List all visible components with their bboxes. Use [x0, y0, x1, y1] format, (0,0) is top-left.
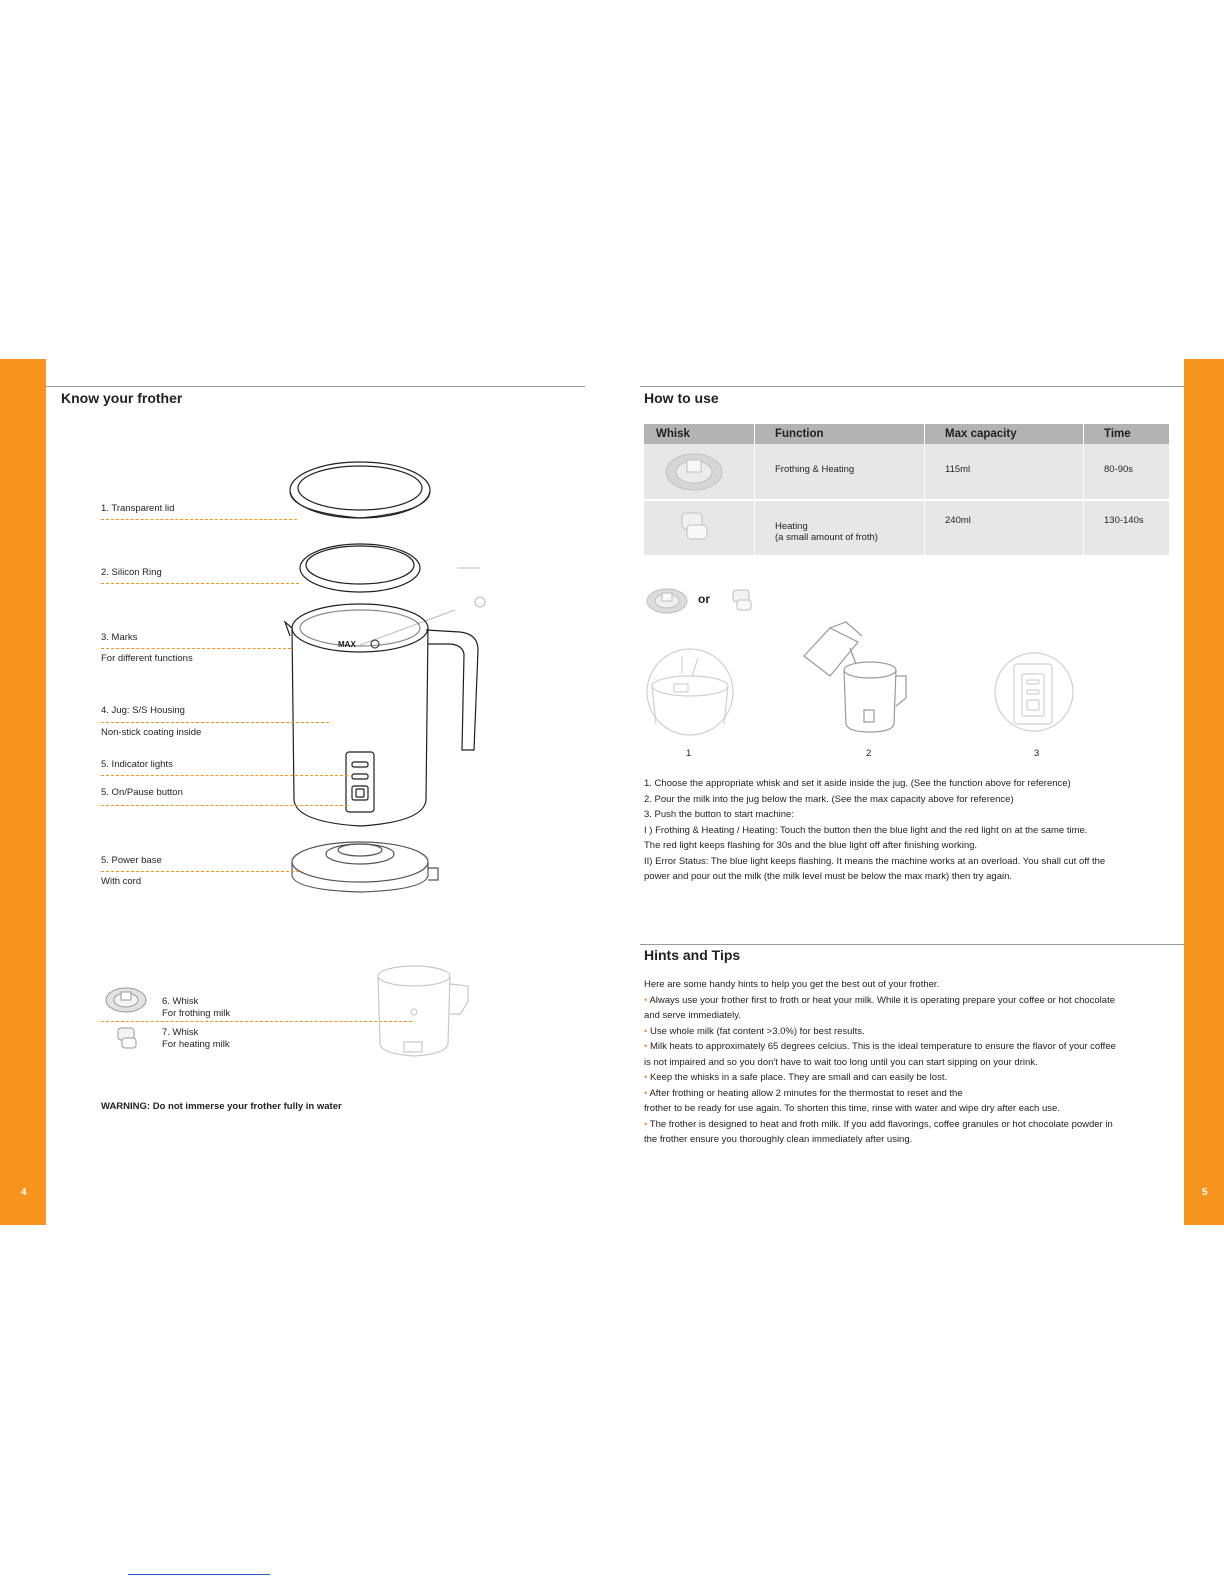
- footer-link-rule: [128, 1574, 270, 1575]
- frothing-whisk-icon: [645, 586, 689, 616]
- instruction-line: 3. Push the button to start machine:: [644, 809, 794, 820]
- whisk-divider: [101, 1021, 412, 1022]
- hints-block: [644, 977, 1169, 1148]
- page-number-left: 4: [21, 1187, 27, 1198]
- hint-line: [644, 1101, 1169, 1117]
- heating-whisk-icon: [678, 507, 712, 547]
- part-label-indicator-lights: 5. Indicator lights: [101, 759, 173, 770]
- bullet-icon: •: [644, 1118, 648, 1130]
- bullet-icon: •: [644, 1087, 648, 1099]
- step-3-illustration: [992, 650, 1082, 740]
- how-to-use-table: [644, 424, 1169, 555]
- hint-line: [644, 1086, 1169, 1102]
- part-sub-marks: For different functions: [101, 653, 193, 664]
- step-number-3: 3: [1034, 748, 1040, 759]
- left-top-rule: [46, 386, 585, 387]
- instruction-line: power and pour out the milk (the milk level must be below the max mark) then try again.: [644, 871, 1013, 882]
- whisk-7-sub: For heating milk: [162, 1039, 230, 1050]
- table-header-capacity: Max capacity: [925, 424, 1084, 444]
- hint-text: and serve immediately.: [644, 1010, 741, 1021]
- hint-line: [644, 993, 1169, 1009]
- table-cell-function: Frothing & Heating: [755, 444, 925, 500]
- hints-intro: Here are some handy hints to help you get the best out of your frother.: [644, 979, 940, 990]
- hint-line: [644, 1132, 1169, 1148]
- page-number-right: 5: [1202, 1187, 1208, 1198]
- part-label-power-base: 5. Power base: [101, 855, 162, 866]
- warning-text: WARNING: Do not immerse your frother fully in water: [101, 1101, 342, 1112]
- bullet-icon: •: [644, 1025, 648, 1037]
- table-header-row: [644, 424, 1169, 444]
- hint-text: Keep the whisks in a safe place. They are small and can easily be lost.: [649, 1072, 948, 1083]
- part-sub-jug: Non-stick coating inside: [101, 727, 202, 738]
- table-row: [644, 444, 1169, 500]
- jug-faint-illustration: [372, 962, 482, 1062]
- silicon-ring-illustration: [300, 544, 420, 592]
- frothing-whisk-icon: [103, 984, 149, 1016]
- instruction-line: 2. Pour the milk into the jug below the mark. (See the max capacity above for reference): [644, 793, 1014, 805]
- max-mark-text: MAX: [338, 640, 356, 649]
- hint-text: Use whole milk (fat content >3.0%) for best results.: [649, 1025, 865, 1037]
- hint-line: [644, 1039, 1169, 1055]
- hint-text: Always use your frother first to froth or heat your milk. While it is operating prepare your coffee or hot chocolate: [649, 994, 1115, 1006]
- instruction-line: 1. Choose the appropriate whisk and set it aside inside the jug. (See the function above for reference): [644, 778, 1071, 789]
- table-cell-whisk: [644, 500, 755, 555]
- hint-text: is not impaired and so you don't have to wait too long until you can start sipping on your drink.: [644, 1056, 1038, 1068]
- instruction-line: The red light keeps flashing for 30s and the blue light off after finishing working.: [644, 840, 978, 851]
- table-cell-function-text: Heating: [775, 521, 808, 532]
- section-title-hints-and-tips: Hints and Tips: [644, 947, 741, 963]
- section-title-how-to-use: How to use: [644, 390, 719, 406]
- leader-lid: [101, 519, 297, 520]
- table-cell-function: [755, 500, 925, 555]
- step-number-2: 2: [866, 748, 872, 759]
- hint-text: Milk heats to approximately 65 degrees celcius. This is the ideal temperature to ensure the flavor of your coffee: [649, 1041, 1116, 1052]
- part-label-jug: 4. Jug: S/S Housing: [101, 705, 185, 716]
- step-1-illustration: [642, 646, 742, 742]
- section-title-know-your-frother: Know your frother: [61, 390, 183, 406]
- table-row: [644, 500, 1169, 555]
- hint-text: After frothing or heating allow 2 minutes for the thermostat to reset and the: [649, 1087, 963, 1099]
- step-number-1: 1: [686, 748, 692, 759]
- leader-silicon-ring: [101, 583, 299, 584]
- lid-illustration: [290, 462, 430, 518]
- table-header-time: Time: [1084, 424, 1170, 444]
- instructions-block: [644, 776, 1169, 885]
- bullet-icon: •: [644, 1072, 648, 1083]
- leader-power-base: [101, 871, 299, 872]
- part-sub-power-base: With cord: [101, 876, 142, 887]
- hint-text: The frother is designed to heat and froth milk. If you add flavorings, coffee granules or hot chocolate powder in: [649, 1118, 1113, 1130]
- whisk-6-sub: For frothing milk: [162, 1008, 231, 1019]
- hints-top-rule: [640, 944, 1184, 945]
- part-label-lid: 1. Transparent lid: [101, 503, 175, 514]
- or-label: or: [698, 592, 710, 606]
- part-label-silicon-ring: 2. Silicon Ring: [101, 567, 162, 578]
- table-cell-time: 130-140s: [1084, 500, 1170, 555]
- bullet-icon: •: [644, 1041, 648, 1052]
- whisk-6-label: 6. Whisk: [162, 996, 199, 1007]
- table-header-function: Function: [755, 424, 925, 444]
- table-cell-function-sub: (a small amount of froth): [775, 532, 878, 543]
- instruction-line: II) Error Status: The blue light keeps flashing. It means the machine works at an overload. You shall cut off the: [644, 855, 1106, 867]
- leader-on-pause-button: [101, 805, 348, 806]
- hint-line: [644, 1008, 1169, 1024]
- heating-whisk-icon: [112, 1023, 142, 1053]
- table-cell-whisk: [644, 444, 755, 500]
- hint-text: frother to be ready for use again. To shorten this time, rinse with water and wipe dry after each use.: [644, 1103, 1060, 1114]
- hint-text: the frother ensure you thoroughly clean immediately after using.: [644, 1134, 913, 1145]
- leader-jug: [101, 722, 329, 723]
- table-header-whisk: Whisk: [644, 424, 755, 444]
- heating-whisk-icon: [728, 586, 758, 616]
- part-label-marks: 3. Marks: [101, 632, 138, 643]
- left-edge-bar: [0, 359, 46, 1225]
- right-top-rule: [640, 386, 1184, 387]
- leader-marks: [101, 648, 291, 649]
- max-mark-illustration: [338, 640, 379, 649]
- hint-line: [644, 1070, 1169, 1086]
- instruction-line: I ) Frothing & Heating / Heating: Touch the button then the blue light and the red light on at the same time.: [644, 824, 1088, 836]
- part-label-on-pause-button: 5. On/Pause button: [101, 787, 183, 798]
- table-cell-capacity: 240ml: [925, 500, 1084, 555]
- frother-exploded-illustration: [60, 450, 580, 920]
- table-cell-capacity: 115ml: [925, 444, 1084, 500]
- whisk-7-label: 7. Whisk: [162, 1027, 199, 1038]
- bullet-icon: •: [644, 994, 648, 1006]
- step-2-illustration: [800, 620, 920, 740]
- hint-line: [644, 1024, 1169, 1040]
- frothing-whisk-icon: [664, 450, 724, 494]
- hint-line: [644, 1117, 1169, 1133]
- power-base-illustration: [292, 842, 438, 892]
- table-cell-time: 80-90s: [1084, 444, 1170, 500]
- hint-line: [644, 1055, 1169, 1071]
- leader-indicator-lights: [101, 775, 348, 776]
- right-edge-bar: [1184, 359, 1224, 1225]
